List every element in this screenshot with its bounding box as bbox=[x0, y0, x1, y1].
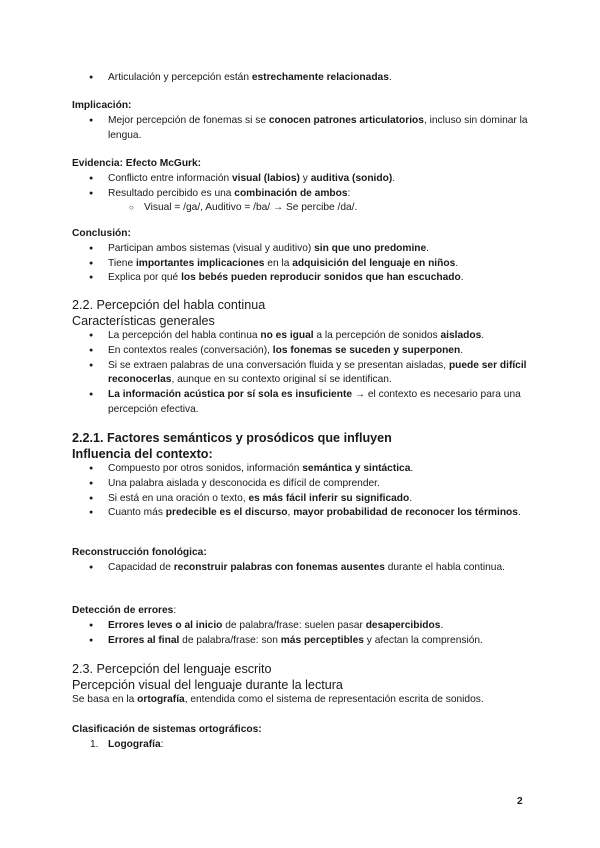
list-item bbox=[72, 477, 532, 492]
bold-run: combinación de ambos bbox=[234, 187, 348, 199]
sub-bullet-list bbox=[72, 201, 532, 216]
section-2-2-1 bbox=[72, 430, 532, 521]
text-run: → el contexto es necesario para una percepción efectiva. bbox=[108, 389, 521, 415]
list-item bbox=[72, 388, 532, 418]
text-run: Compuesto por otros sonidos, información bbox=[108, 463, 303, 474]
bold-run: aislados bbox=[440, 330, 482, 341]
section-heading: 2.2.1. Factores semánticos y prosódicos que influyen bbox=[72, 431, 392, 445]
bullet-list bbox=[72, 462, 532, 521]
text-run: . bbox=[517, 507, 521, 519]
bold-run: estrechamente relacionadas bbox=[251, 72, 389, 83]
text-run: y bbox=[299, 172, 311, 184]
evidencia-title: Evidencia: Efecto McGurk: bbox=[72, 158, 202, 169]
section-2-3 bbox=[72, 661, 532, 708]
deteccion-title-line bbox=[72, 604, 532, 619]
bold-run: reconstruir palabras con fonemas ausentes bbox=[173, 561, 385, 573]
text-run: Tiene bbox=[108, 257, 136, 269]
bullet-list bbox=[72, 619, 532, 649]
bold-run: semántica y sintáctica bbox=[302, 463, 411, 474]
text-run: en la bbox=[264, 257, 293, 269]
text-run: , aunque en su contexto original sí se identifican. bbox=[171, 374, 392, 386]
text-run: de palabra/frase: son bbox=[179, 634, 281, 646]
text-run: Participan ambos sistemas (visual y auditivo) bbox=[108, 242, 315, 254]
list-item bbox=[72, 329, 532, 344]
bold-run: los fonemas se suceden y superponen bbox=[272, 344, 461, 356]
numbered-list bbox=[72, 738, 532, 753]
implicacion-block bbox=[72, 99, 532, 143]
evidencia-block bbox=[72, 157, 532, 216]
text-run: . bbox=[481, 330, 485, 341]
reconstruccion-block bbox=[72, 546, 532, 576]
bullet-list bbox=[72, 329, 532, 418]
text-run: . bbox=[392, 172, 396, 184]
clasificacion-block bbox=[72, 723, 532, 753]
bullet-list bbox=[72, 71, 532, 86]
section-heading: 2.3. Percepción del lenguaje escrito bbox=[72, 662, 272, 676]
text-run: Explica por qué bbox=[108, 272, 182, 284]
list-item bbox=[72, 506, 532, 521]
list-item bbox=[72, 187, 532, 202]
list-item bbox=[72, 271, 532, 286]
text-run: . bbox=[409, 492, 413, 504]
deteccion-title: Detección de errores bbox=[72, 605, 174, 616]
bold-run: importantes implicaciones bbox=[135, 257, 265, 269]
text-run: : bbox=[160, 738, 164, 750]
text-run: , entendida como el sistema de representación escrita de sonidos. bbox=[184, 694, 484, 705]
text-run: Si se extraen palabras de una conversación fluida y se presentan aisladas, bbox=[108, 359, 449, 371]
section-2-2 bbox=[72, 297, 532, 418]
text-run: Resultado percibido es una bbox=[108, 187, 235, 199]
articulation-block bbox=[72, 71, 532, 86]
bold-run: es más fácil inferir su significado bbox=[248, 492, 410, 504]
text-run: En contextos reales (conversación), bbox=[108, 344, 273, 356]
text-run: Cuanto más bbox=[108, 507, 166, 519]
bold-run: auditiva (sonido) bbox=[310, 172, 393, 184]
text-run: Una palabra aislada y desconocida es difícil de comprender. bbox=[108, 477, 380, 489]
text-run: Capacidad de bbox=[108, 561, 174, 573]
text-run: a la percepción de sonidos bbox=[313, 330, 441, 341]
list-item bbox=[72, 201, 532, 216]
bold-run: no es igual bbox=[260, 330, 314, 341]
text-run: durante el habla continua. bbox=[384, 561, 505, 573]
text-run: Se basa en la bbox=[72, 694, 138, 705]
bullet-list bbox=[72, 561, 532, 576]
bullet-list bbox=[72, 114, 532, 144]
list-item bbox=[72, 359, 532, 389]
conclusion-title: Conclusión: bbox=[72, 228, 131, 239]
bold-run: ortografía bbox=[137, 694, 185, 705]
list-item bbox=[72, 114, 532, 144]
list-item bbox=[72, 172, 532, 187]
list-item bbox=[72, 242, 532, 257]
list-item bbox=[72, 71, 532, 86]
bullet-list bbox=[72, 172, 532, 202]
text-run: Mejor percepción de fonemas si se bbox=[108, 114, 269, 126]
bold-run: Errores al final bbox=[108, 634, 180, 646]
bold-run: desapercibidos bbox=[365, 619, 441, 631]
bold-run: mayor probabilidad de reconocer los términos bbox=[293, 507, 518, 519]
reconstruccion-title: Reconstrucción fonológica: bbox=[72, 547, 207, 558]
list-item bbox=[72, 257, 532, 272]
conclusion-block bbox=[72, 227, 532, 286]
text-run: , incluso sin dominar la lengua. bbox=[108, 114, 528, 141]
bold-run: La información acústica por sí sola es insuficiente bbox=[108, 389, 353, 401]
list-item bbox=[72, 634, 532, 649]
bold-run: visual (labios) bbox=[232, 172, 300, 184]
text-run: Articulación y percepción están bbox=[108, 72, 252, 83]
text-run: . bbox=[410, 463, 414, 474]
list-item bbox=[72, 561, 532, 576]
bold-run: más perceptibles bbox=[280, 634, 364, 646]
text-run: . bbox=[426, 242, 430, 254]
list-item bbox=[72, 344, 532, 359]
bullet-list bbox=[72, 242, 532, 286]
deteccion-block bbox=[72, 604, 532, 648]
list-item bbox=[72, 492, 532, 507]
bold-run: conocen patrones articulatorios bbox=[268, 114, 424, 126]
text-run: . bbox=[388, 72, 392, 83]
text-run: , bbox=[287, 507, 294, 519]
text-run: La percepción del habla continua bbox=[108, 330, 261, 341]
clasificacion-title: Clasificación de sistemas ortográficos: bbox=[72, 724, 262, 735]
bold-run: predecible es el discurso bbox=[165, 507, 288, 519]
text-run: de palabra/frase: suelen pasar bbox=[222, 619, 366, 631]
list-item bbox=[72, 462, 532, 477]
section-subheading: Influencia del contexto: bbox=[72, 447, 213, 461]
text-run: Si está en una oración o texto, bbox=[108, 492, 249, 504]
bold-run: Errores leves o al inicio bbox=[108, 619, 223, 631]
implicacion-title: Implicación: bbox=[72, 100, 132, 111]
text-run: y afectan la comprensión. bbox=[363, 634, 483, 646]
bold-run: sin que uno predomine bbox=[314, 242, 427, 254]
text-run: . bbox=[460, 344, 464, 356]
section-paragraph bbox=[72, 693, 532, 708]
numbered-item bbox=[72, 738, 532, 753]
text-run: Visual = /ga/, Auditivo = /ba/ → Se percibe /da/. bbox=[144, 202, 358, 214]
text-run: . bbox=[440, 619, 444, 631]
list-item bbox=[72, 619, 532, 634]
bold-run: Logografía bbox=[108, 738, 161, 750]
text-run: . bbox=[460, 272, 464, 284]
text-run: : bbox=[347, 187, 351, 199]
section-subheading: Características generales bbox=[72, 314, 215, 328]
section-heading: 2.2. Percepción del habla continua bbox=[72, 298, 266, 312]
section-subheading: Percepción visual del lenguaje durante la lectura bbox=[72, 678, 343, 692]
bold-run: adquisición del lenguaje en niños bbox=[292, 257, 456, 269]
bold-run: los bebés pueden reproducir sonidos que han escuchado bbox=[181, 272, 461, 284]
text-run: . bbox=[455, 257, 459, 269]
text-run: Conflicto entre información bbox=[108, 172, 233, 184]
bold-run: puede ser difícil reconocerlas bbox=[108, 359, 527, 386]
item-number: 1. bbox=[90, 738, 99, 750]
deteccion-title-suffix: : bbox=[173, 605, 177, 616]
page-number: 2 bbox=[517, 796, 523, 807]
